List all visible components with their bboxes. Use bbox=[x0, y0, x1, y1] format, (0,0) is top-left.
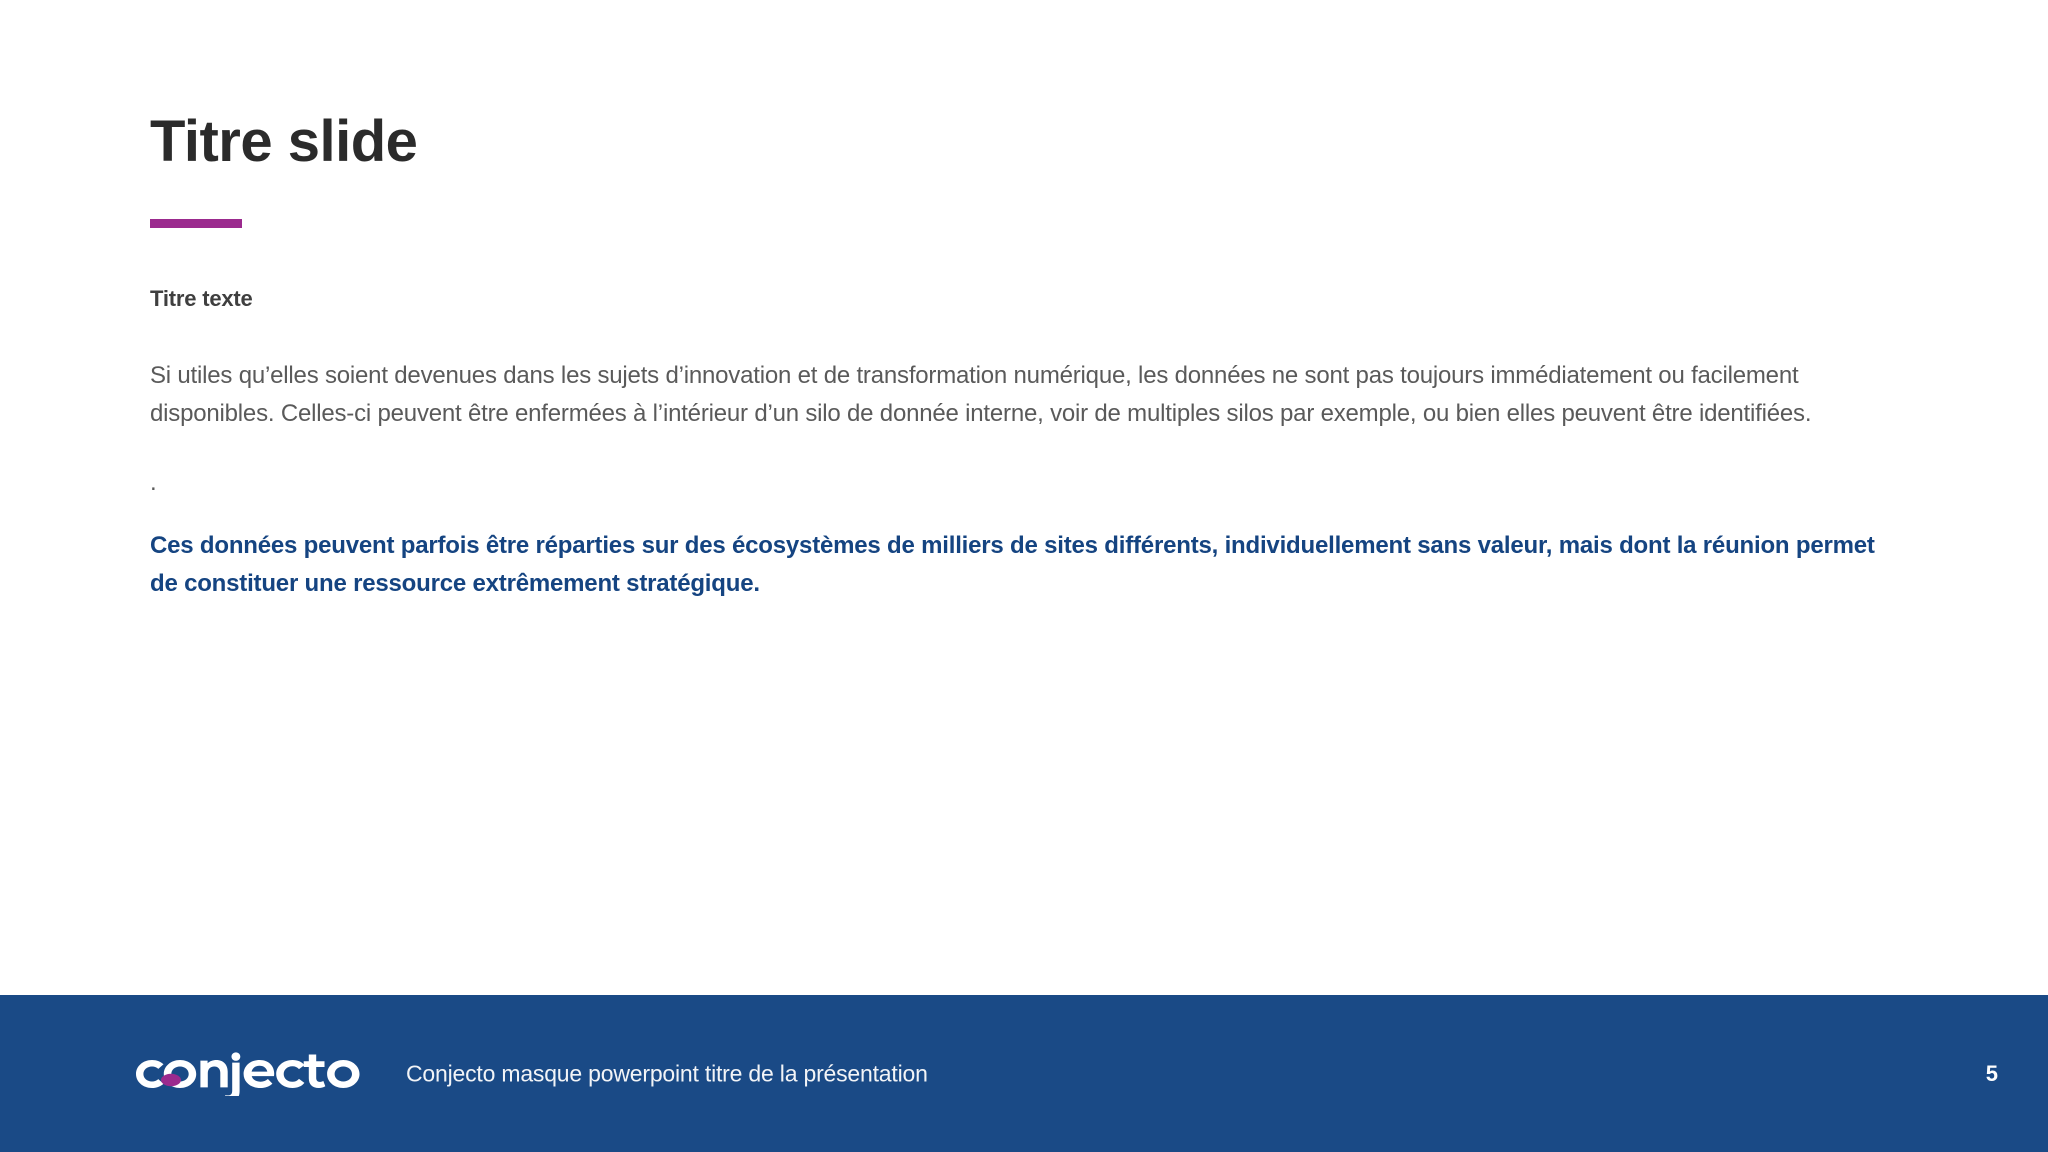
highlight-paragraph: Ces données peuvent parfois être réparties sur des écosystèmes de milliers de sites différents, individuellement sans valeur, mais dont la réunion permet de constituer une ressource extrêmement stratégique. bbox=[150, 532, 1875, 597]
page-title: Titre slide bbox=[150, 109, 418, 174]
slide-content bbox=[150, 110, 1898, 626]
body-paragraph: Si utiles qu’elles soient devenues dans les sujets d’innovation et de transformation numérique, les données ne sont pas toujours immédiatement ou facilement disponibles. Celles-ci peuvent être enfermées à l’intérieur d’un silo de donnée interne, voir de multiples silos par exemple, ou bien elles peuvent être identifiées. bbox=[150, 361, 1812, 427]
section-subtitle: Titre texte bbox=[150, 285, 253, 311]
separator-dot: . bbox=[150, 468, 157, 496]
conjecto-logo bbox=[132, 1052, 364, 1096]
footer-caption: Conjecto masque powerpoint titre de la présentation bbox=[406, 1060, 928, 1086]
page-number: 5 bbox=[1985, 1060, 1998, 1086]
slide-footer bbox=[0, 995, 2048, 1152]
title-accent-rule bbox=[150, 219, 242, 228]
